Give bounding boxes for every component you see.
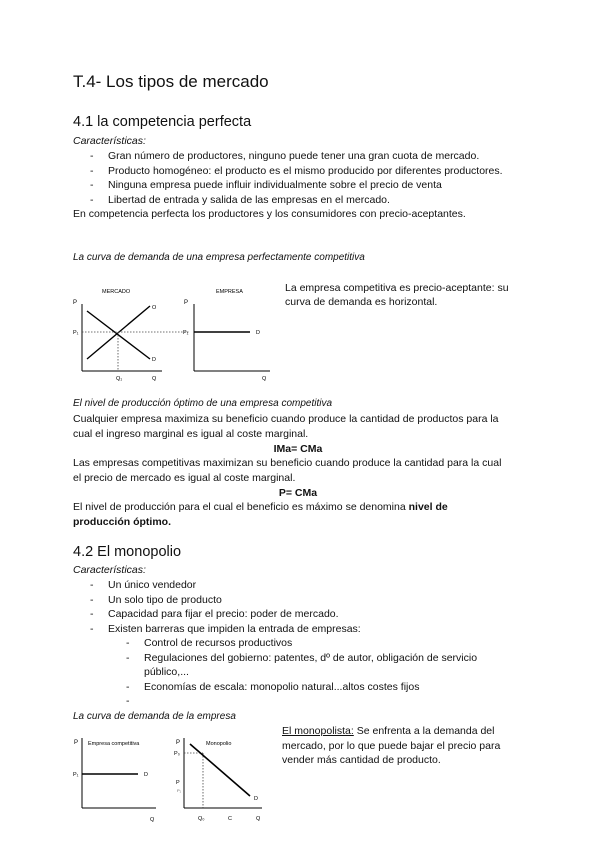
list-item: - Existen barreras que impiden la entrada de empresas: [108,622,361,637]
mono-p1-label: P₁ [177,788,182,793]
mono-pp-label: P [176,780,180,786]
mono-d-label: D [254,796,258,802]
mercado-o-label: O [152,305,157,311]
empresa-q-label: Q [262,376,267,382]
list-item: - Un solo tipo de producto [108,593,361,608]
competencia-bullet-list [108,149,503,207]
monopolist-label: El monopolista: [282,725,354,737]
mercado-q-label: Q [152,376,157,382]
list-item-empty [144,694,477,709]
mercado-q1-label: Q₁ [116,376,123,382]
list-item: - Regulaciones del gobierno: patentes, dº de autor, obligación de servicio [144,651,477,666]
list-item-continuation: público,... [144,666,189,679]
perfect-competition-figure [70,284,280,384]
optimal-text-1b: cual el ingreso marginal es igual al coste marginal. [73,428,309,440]
formula-p-cma: P= CMa [278,487,318,499]
monopolist-text-3: vender más cantidad de producto. [282,754,441,766]
optimal-text-2a: Las empresas competitivas maximizan su beneficio cuando produce la cantidad para la cual [73,457,502,469]
demand-text-line-2: curva de demanda es horizontal. [285,296,438,308]
comp-title-label: Empresa competitiva [88,741,140,747]
comp-q-label: Q [150,817,155,823]
demand-text-line-1: La empresa competitiva es precio-aceptante: su [285,282,509,294]
monopoly-demand-title: La curva de demanda de la empresa [73,711,236,722]
section-heading-competencia: 4.1 la competencia perfecta [73,114,252,130]
list-item: - Control de recursos productivos [144,636,477,651]
optimal-text-2b: el precio de mercado es igual al coste marginal. [73,472,296,484]
monopolist-text-1 [282,724,494,739]
formula-ima-cma: IMa= CMa [273,443,323,455]
optimal-text-1a: Cualquier empresa maximiza su beneficio cuando produce la cantidad de productos para la [73,413,499,425]
list-item: - Ninguna empresa puede influir individualmente sobre el precio de venta [108,178,503,193]
comp-d-label: D [144,772,148,778]
mercado-d-label: D [152,357,156,363]
mono-title-label: Monopolio [206,741,232,747]
monopolio-bullet-list [108,578,361,636]
mono-q-label: Q [256,816,261,822]
demand-curve-title: La curva de demanda de una empresa perfectamente competitiva [73,252,365,263]
mono-q0-label: Q₀ [198,816,205,822]
optimal-text-3a-bold: nivel de [408,501,448,513]
competencia-summary: En competencia perfecta los productores y los consumidores con precio-aceptantes. [73,208,466,220]
list-item: - Economías de escala: monopolio natural...altos costes fijos [144,680,477,695]
empresa-p-label: P [184,300,189,306]
list-item: - Gran número de productores, ninguno puede tener una gran cuota de mercado. [108,149,503,164]
mono-downward-demand [190,744,250,796]
comp-p1-label: P₁ [73,772,79,778]
optimal-text-3a [73,500,448,515]
fig-mercado-label: MERCADO [102,289,131,295]
optimal-text-3b: producción óptimo. [73,516,171,528]
barriers-sub-list [144,636,477,709]
optimal-text-3a-plain: El nivel de producción para el cual el beneficio es máximo se denomina [73,501,406,513]
list-item: - Libertad de entrada y salida de las empresas en el mercado. [108,193,503,208]
section-heading-monopolio: 4.2 El monopolio [73,544,182,560]
monopolist-text-1-rest: Se enfrenta a la demanda del [353,725,495,737]
mercado-p1-label: P₁ [73,330,79,336]
mono-c-label: C [228,816,232,822]
mono-p0-label: P₀ [174,751,180,757]
monopoly-figure [70,732,270,824]
caracteristicas-label-2: Características: [73,564,146,576]
caracteristicas-label: Características: [73,135,146,147]
empresa-d-label: D [256,330,260,336]
mercado-p-label: P [73,300,78,306]
mono-p-label: P [176,740,181,746]
comp-p-label: P [74,740,79,746]
list-item: - Producto homogéneo: el producto es el mismo producido por diferentes productores. [108,164,503,179]
page-title: T.4- Los tipos de mercado [73,72,269,91]
list-item: - Un único vendedor [108,578,361,593]
optimal-level-title: El nivel de producción óptimo de una empresa competitiva [73,398,333,409]
list-item: - Capacidad para fijar el precio: poder de mercado. [108,607,361,622]
monopolist-text-2: mercado, por lo que puede bajar el precio para [282,740,501,752]
fig-empresa-label: EMPRESA [216,289,243,295]
empresa-p1-label: P₁ [183,330,189,336]
